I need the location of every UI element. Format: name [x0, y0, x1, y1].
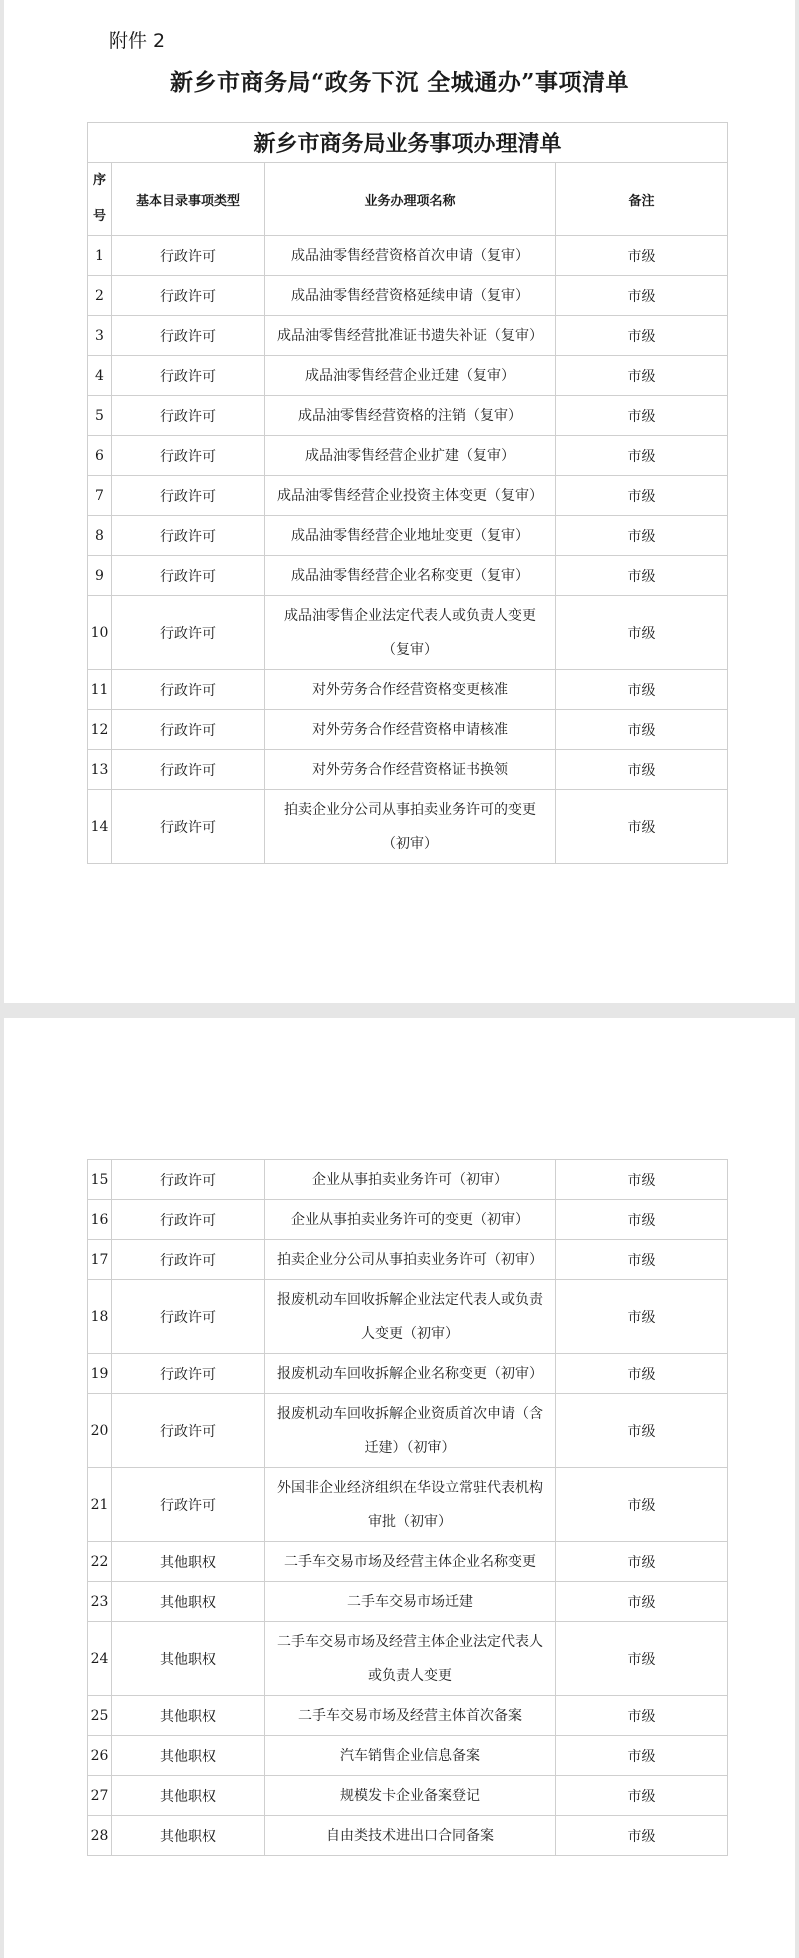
row-matter-name-line-2: 人变更（初审） — [361, 1325, 459, 1342]
table-row — [88, 476, 728, 516]
row-matter-name: 汽车销售企业信息备案 — [265, 1736, 556, 1776]
row-remark: 市级 — [556, 316, 728, 356]
row-matter-name-line-2: 迁建）（初审） — [364, 1439, 456, 1456]
row-type: 行政许可 — [112, 276, 265, 316]
table-row — [88, 396, 728, 436]
document-page-1 — [4, 0, 795, 1003]
row-number: 3 — [88, 316, 112, 356]
row-number: 13 — [88, 750, 112, 790]
row-remark: 市级 — [556, 276, 728, 316]
row-matter-name-line-1: 报废机动车回收拆解企业资质首次申请（含 — [277, 1405, 543, 1422]
row-matter-name: 二手车交易市场及经营主体首次备案 — [265, 1696, 556, 1736]
table-row — [88, 1542, 728, 1582]
row-matter-name: 对外劳务合作经营资格变更核准 — [265, 670, 556, 710]
table-row — [88, 316, 728, 356]
row-remark: 市级 — [556, 1736, 728, 1776]
row-matter-name-line-1: 二手车交易市场及经营主体企业法定代表人 — [277, 1633, 543, 1650]
row-remark: 市级 — [556, 1200, 728, 1240]
row-number: 4 — [88, 356, 112, 396]
row-matter-name-line-2: 审批（初审） — [368, 1513, 452, 1530]
row-matter-name-line-1: 成品油零售企业法定代表人或负责人变更 — [284, 607, 536, 624]
table-row — [88, 1736, 728, 1776]
row-matter-name: 成品油零售经营资格延续申请（复审） — [265, 276, 556, 316]
table-row — [88, 750, 728, 790]
row-type: 行政许可 — [112, 1394, 265, 1468]
header-type: 基本目录事项类型 — [112, 163, 265, 236]
table-row — [88, 710, 728, 750]
row-number: 10 — [88, 596, 112, 670]
row-type: 行政许可 — [112, 710, 265, 750]
row-type: 其他职权 — [112, 1776, 265, 1816]
row-type: 行政许可 — [112, 1468, 265, 1542]
document-page-2 — [4, 1018, 795, 1958]
row-remark: 市级 — [556, 750, 728, 790]
row-matter-name-line-2: （复审） — [382, 641, 438, 658]
row-number: 7 — [88, 476, 112, 516]
row-matter-name: 成品油零售经营企业投资主体变更（复审） — [265, 476, 556, 516]
row-number: 6 — [88, 436, 112, 476]
row-type: 行政许可 — [112, 1240, 265, 1280]
row-matter-name — [265, 1468, 556, 1542]
row-number: 16 — [88, 1200, 112, 1240]
table-row — [88, 790, 728, 864]
table-row — [88, 596, 728, 670]
table-row — [88, 1622, 728, 1696]
row-number: 9 — [88, 556, 112, 596]
row-type: 行政许可 — [112, 236, 265, 276]
row-remark: 市级 — [556, 1354, 728, 1394]
row-remark: 市级 — [556, 710, 728, 750]
row-number: 24 — [88, 1622, 112, 1696]
table-row — [88, 1160, 728, 1200]
table-row — [88, 670, 728, 710]
row-type: 行政许可 — [112, 1160, 265, 1200]
row-remark: 市级 — [556, 356, 728, 396]
table-row — [88, 1240, 728, 1280]
attachment-label: 附件 2 — [109, 30, 166, 52]
header-remark: 备注 — [556, 163, 728, 236]
row-type: 其他职权 — [112, 1542, 265, 1582]
row-remark: 市级 — [556, 436, 728, 476]
header-seq: 序 号 — [88, 163, 112, 236]
row-matter-name-line-2: 或负责人变更 — [368, 1667, 452, 1684]
row-matter-name — [265, 596, 556, 670]
row-remark: 市级 — [556, 396, 728, 436]
row-matter-name: 对外劳务合作经营资格申请核准 — [265, 710, 556, 750]
table-row — [88, 276, 728, 316]
row-matter-name: 企业从事拍卖业务许可的变更（初审） — [265, 1200, 556, 1240]
row-remark: 市级 — [556, 476, 728, 516]
row-type: 行政许可 — [112, 356, 265, 396]
row-remark: 市级 — [556, 556, 728, 596]
row-number: 5 — [88, 396, 112, 436]
row-matter-name: 成品油零售经营资格首次申请（复审） — [265, 236, 556, 276]
row-type: 其他职权 — [112, 1816, 265, 1856]
row-remark: 市级 — [556, 1542, 728, 1582]
row-matter-name: 成品油零售经营批准证书遗失补证（复审） — [265, 316, 556, 356]
row-number: 28 — [88, 1816, 112, 1856]
row-matter-name: 成品油零售经营企业地址变更（复审） — [265, 516, 556, 556]
row-number: 8 — [88, 516, 112, 556]
matters-table-part-2 — [87, 1159, 728, 1856]
table-row — [88, 1468, 728, 1542]
row-type: 行政许可 — [112, 396, 265, 436]
table-row — [88, 1200, 728, 1240]
row-matter-name: 拍卖企业分公司从事拍卖业务许可（初审） — [265, 1240, 556, 1280]
row-matter-name — [265, 1394, 556, 1468]
row-remark: 市级 — [556, 1582, 728, 1622]
table-row — [88, 1776, 728, 1816]
row-matter-name — [265, 790, 556, 864]
row-number: 26 — [88, 1736, 112, 1776]
row-number: 11 — [88, 670, 112, 710]
row-type: 其他职权 — [112, 1622, 265, 1696]
row-number: 27 — [88, 1776, 112, 1816]
row-matter-name — [265, 1280, 556, 1354]
row-type: 其他职权 — [112, 1582, 265, 1622]
row-type: 行政许可 — [112, 790, 265, 864]
table-row — [88, 1582, 728, 1622]
row-matter-name: 自由类技术进出口合同备案 — [265, 1816, 556, 1856]
row-number: 23 — [88, 1582, 112, 1622]
row-matter-name: 成品油零售经营企业扩建（复审） — [265, 436, 556, 476]
row-type: 行政许可 — [112, 596, 265, 670]
row-type: 行政许可 — [112, 436, 265, 476]
row-remark: 市级 — [556, 1280, 728, 1354]
row-number: 2 — [88, 276, 112, 316]
table-row — [88, 1394, 728, 1468]
row-type: 行政许可 — [112, 1280, 265, 1354]
row-number: 22 — [88, 1542, 112, 1582]
row-matter-name: 成品油零售经营企业迁建（复审） — [265, 356, 556, 396]
row-remark: 市级 — [556, 1622, 728, 1696]
row-number: 20 — [88, 1394, 112, 1468]
row-number: 15 — [88, 1160, 112, 1200]
row-matter-name: 成品油零售经营资格的注销（复审） — [265, 396, 556, 436]
row-number: 18 — [88, 1280, 112, 1354]
row-matter-name: 企业从事拍卖业务许可（初审） — [265, 1160, 556, 1200]
row-type: 其他职权 — [112, 1736, 265, 1776]
row-matter-name-line-1: 外国非企业经济组织在华设立常驻代表机构 — [277, 1479, 543, 1496]
table-row — [88, 1280, 728, 1354]
table-row — [88, 436, 728, 476]
row-type: 其他职权 — [112, 1696, 265, 1736]
row-remark: 市级 — [556, 1468, 728, 1542]
row-remark: 市级 — [556, 1696, 728, 1736]
row-type: 行政许可 — [112, 476, 265, 516]
row-type: 行政许可 — [112, 556, 265, 596]
row-number: 17 — [88, 1240, 112, 1280]
row-remark: 市级 — [556, 1240, 728, 1280]
row-type: 行政许可 — [112, 1354, 265, 1394]
row-matter-name: 二手车交易市场迁建 — [265, 1582, 556, 1622]
row-matter-name-line-2: （初审） — [382, 835, 438, 852]
row-number: 21 — [88, 1468, 112, 1542]
row-type: 行政许可 — [112, 750, 265, 790]
row-matter-name — [265, 1622, 556, 1696]
row-remark: 市级 — [556, 1394, 728, 1468]
row-remark: 市级 — [556, 1776, 728, 1816]
table-row — [88, 356, 728, 396]
row-matter-name-line-1: 报废机动车回收拆解企业法定代表人或负责 — [277, 1291, 543, 1308]
table-row — [88, 1354, 728, 1394]
row-remark: 市级 — [556, 236, 728, 276]
header-name: 业务办理项名称 — [265, 163, 556, 236]
row-matter-name: 成品油零售经营企业名称变更（复审） — [265, 556, 556, 596]
row-number: 19 — [88, 1354, 112, 1394]
matters-table-part-1 — [87, 122, 728, 864]
table-header-row — [88, 163, 728, 236]
row-type: 行政许可 — [112, 1200, 265, 1240]
row-remark: 市级 — [556, 1816, 728, 1856]
row-remark: 市级 — [556, 1160, 728, 1200]
row-matter-name: 报废机动车回收拆解企业名称变更（初审） — [265, 1354, 556, 1394]
row-type: 行政许可 — [112, 516, 265, 556]
table-row — [88, 236, 728, 276]
table-row — [88, 1696, 728, 1736]
document-title: 新乡市商务局“政务下沉 全城通办”事项清单 — [170, 69, 629, 96]
row-number: 25 — [88, 1696, 112, 1736]
row-matter-name: 规模发卡企业备案登记 — [265, 1776, 556, 1816]
row-number: 1 — [88, 236, 112, 276]
table-title: 新乡市商务局业务事项办理清单 — [88, 123, 728, 163]
row-number: 14 — [88, 790, 112, 864]
row-matter-name: 二手车交易市场及经营主体企业名称变更 — [265, 1542, 556, 1582]
row-remark: 市级 — [556, 790, 728, 864]
row-remark: 市级 — [556, 596, 728, 670]
row-matter-name-line-1: 拍卖企业分公司从事拍卖业务许可的变更 — [284, 801, 536, 818]
row-remark: 市级 — [556, 516, 728, 556]
table-row — [88, 556, 728, 596]
table-row — [88, 1816, 728, 1856]
row-number: 12 — [88, 710, 112, 750]
row-remark: 市级 — [556, 670, 728, 710]
row-matter-name: 对外劳务合作经营资格证书换领 — [265, 750, 556, 790]
table-row — [88, 516, 728, 556]
row-type: 行政许可 — [112, 316, 265, 356]
row-type: 行政许可 — [112, 670, 265, 710]
